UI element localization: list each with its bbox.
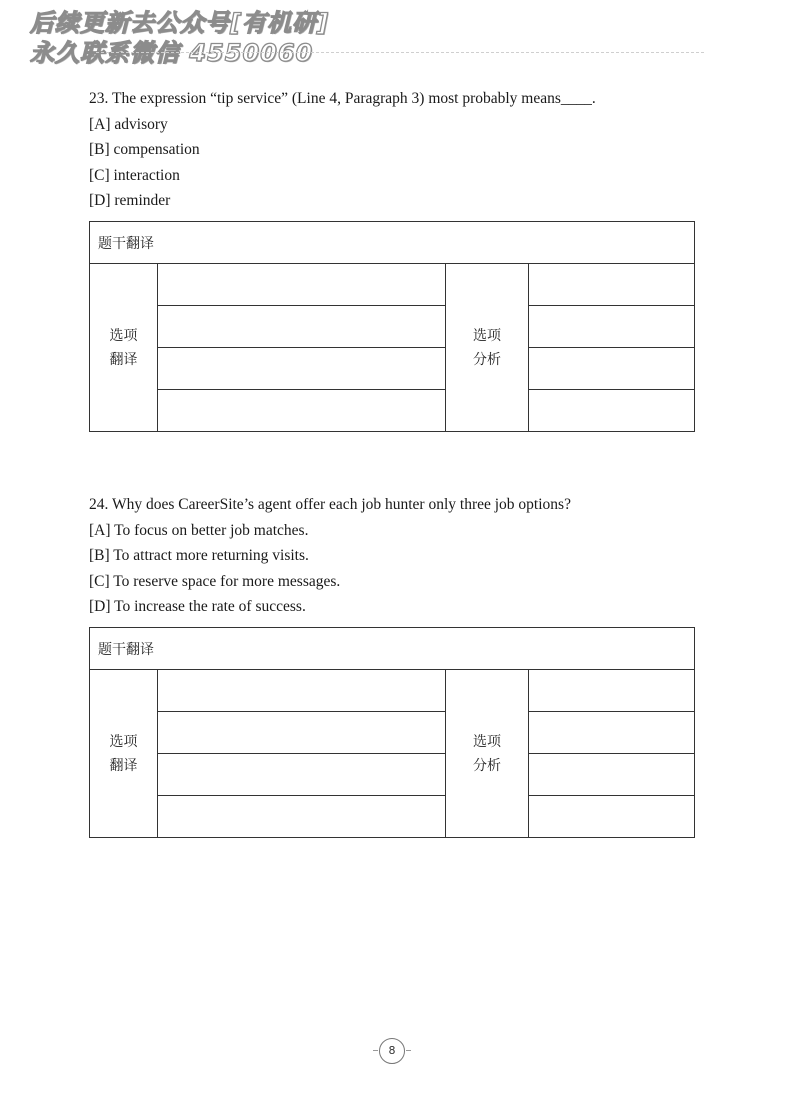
option-c: [C] To reserve space for more messages. [89, 572, 341, 590]
blank-cell [529, 348, 695, 390]
stem-translation-label: 题干翻译 [90, 628, 695, 670]
answer-table-24 [89, 627, 695, 838]
blank-cell [158, 390, 446, 432]
page-number: 8 [379, 1038, 405, 1064]
option-d: [D] To increase the rate of success. [89, 598, 306, 615]
option-analysis-label [446, 264, 529, 432]
blank-cell [158, 306, 446, 348]
blank-cell [529, 754, 695, 796]
blank-cell [158, 712, 446, 754]
blank-cell [158, 670, 446, 712]
label-line-2: 分析 [473, 757, 501, 774]
blank-cell [529, 264, 695, 306]
answer-table-23 [89, 221, 695, 432]
label-line-1: 选项 [473, 327, 501, 344]
blank-cell [529, 796, 695, 838]
blank-cell [158, 754, 446, 796]
question-stem [89, 492, 709, 518]
question-24 [89, 492, 709, 620]
option-analysis-label [446, 670, 529, 838]
option-c: [C] interaction [89, 166, 180, 184]
blank-cell [529, 390, 695, 432]
header-divider [96, 52, 704, 53]
question-number: 24. [89, 496, 109, 513]
blank-cell [529, 712, 695, 754]
watermark [30, 8, 350, 68]
blank-cell [529, 670, 695, 712]
blank-cell [529, 306, 695, 348]
option-d: [D] reminder [89, 192, 171, 209]
question-text: The expression “tip service” (Line 4, Paragraph 3) most probably means____. [111, 90, 596, 107]
question-stem [89, 86, 709, 112]
stem-translation-label: 题干翻译 [90, 222, 695, 264]
blank-cell [158, 796, 446, 838]
label-line-1: 选项 [109, 733, 138, 750]
option-b: [B] To attract more returning visits. [89, 547, 309, 564]
question-number: 23. [89, 90, 109, 107]
label-line-1: 选项 [473, 733, 501, 750]
label-line-2: 翻译 [109, 351, 138, 368]
question-23 [89, 86, 709, 214]
option-a: [A] To focus on better job matches. [89, 521, 309, 539]
option-b: [B] compensation [89, 141, 200, 158]
watermark-line-2: 永久联系微信 4550060 [30, 39, 314, 67]
blank-cell [158, 264, 446, 306]
option-translation-label [90, 264, 158, 432]
label-line-2: 翻译 [109, 757, 138, 774]
label-line-1: 选项 [109, 327, 138, 344]
label-line-2: 分析 [473, 351, 501, 368]
option-a: [A] advisory [89, 115, 168, 133]
option-translation-label [90, 670, 158, 838]
question-text: Why does CareerSite’s agent offer each job hunter only three job options? [111, 496, 571, 513]
watermark-line-1: 后续更新去公众号[有机研] [30, 9, 329, 37]
blank-cell [158, 348, 446, 390]
